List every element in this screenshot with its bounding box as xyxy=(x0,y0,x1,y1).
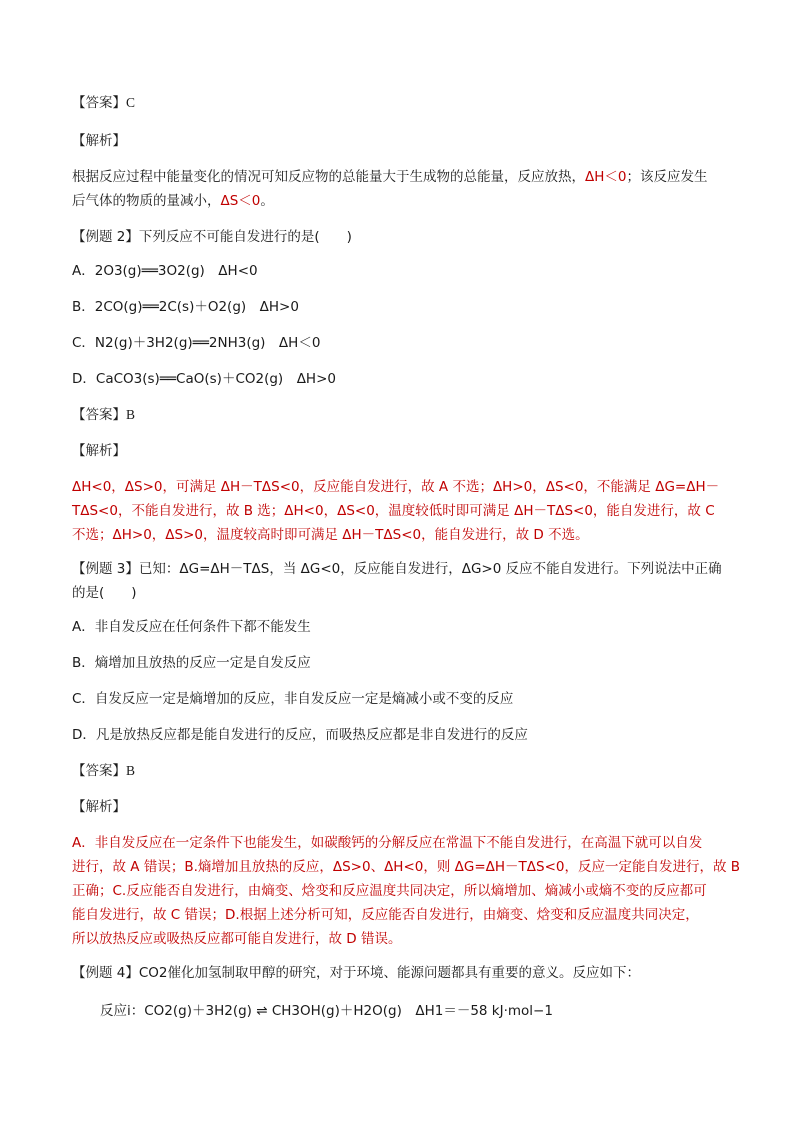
reaction-equation-ex4: 反应ⅰ：CO2(g)＋3H2(g) ⇌ CH3OH(g)＋H2O(g) ΔH1＝－58 kJ·mol−1 xyxy=(100,1003,553,1019)
analysis-line-ex2-2: TΔS<0，不能自发进行，故 B 选；ΔH<0，ΔS<0，温度较低时即可满足 ΔH－TΔS<0，能自发进行，故 C xyxy=(72,503,715,519)
answer-label: 【答案】 xyxy=(72,95,126,111)
analysis-text: 后气体的物质的量减小， xyxy=(72,193,221,209)
answer-value: B xyxy=(126,407,136,422)
option-d-ex2: D．CaCO3(s)══CaO(s)＋CO2(g) ΔH>0 xyxy=(72,371,336,387)
analysis-text: 。 xyxy=(260,193,274,209)
analysis-line-ex3-4: 能自发进行，故 C 错误；D.根据上述分析可知，反应能否自发进行，由熵变、焓变和反应温度共同决定， xyxy=(72,907,699,923)
answer-value: C xyxy=(126,95,136,110)
analysis-line-ex2-1: ΔH<0，ΔS>0，可满足 ΔH－TΔS<0，反应能自发进行，故 A 不选；ΔH>0，ΔS<0，不能满足 ΔG=ΔH－ xyxy=(72,479,720,495)
option-c-ex2: C．N2(g)＋3H2(g)══2NH3(g) ΔH＜0 xyxy=(72,335,321,351)
analysis-label-ex2: 【解析】 xyxy=(72,443,126,459)
answer-line-ex3 xyxy=(72,758,724,784)
option-a-ex3: A．非自发反应在任何条件下都不能发生 xyxy=(72,619,311,635)
answer-value: B xyxy=(126,763,136,778)
option-a-ex2: A．2O3(g)══3O2(g) ΔH<0 xyxy=(72,263,258,279)
analysis-highlight: ΔS＜0 xyxy=(220,193,261,209)
question-title-ex2: 【例题 2】下列反应不可能自发进行的是( ) xyxy=(72,229,352,245)
question-title-ex3-line1: 【例题 3】已知：ΔG=ΔH－TΔS，当 ΔG<0，反应能自发进行，ΔG>0 反应不能自发进行。下列说法中正确 xyxy=(72,561,722,577)
answer-line-ex1 xyxy=(72,90,724,116)
analysis-line-ex1-1 xyxy=(72,164,724,190)
question-title-ex3-line2: 的是( ) xyxy=(72,585,137,601)
question-title-ex4: 【例题 4】CO2催化加氢制取甲醇的研究，对于环境、能源问题都具有重要的意义。反应如下： xyxy=(72,965,641,981)
analysis-line-ex1-2 xyxy=(72,188,724,214)
analysis-line-ex3-1: A．非自发反应在一定条件下也能发生，如碳酸钙的分解反应在常温下不能自发进行，在高温下就可以自发 xyxy=(72,835,703,851)
analysis-label-ex3: 【解析】 xyxy=(72,799,126,815)
option-b-ex2: B．2CO(g)══2C(s)＋O2(g) ΔH>0 xyxy=(72,299,299,315)
option-c-ex3: C．自发反应一定是熵增加的反应，非自发反应一定是熵减小或不变的反应 xyxy=(72,691,514,707)
analysis-line-ex3-5: 所以放热反应或吸热反应都可能自发进行，故 D 错误。 xyxy=(72,931,402,947)
option-b-ex3: B．熵增加且放热的反应一定是自发反应 xyxy=(72,655,311,671)
analysis-highlight: ΔH＜0 xyxy=(585,169,627,185)
option-d-ex3: D．凡是放热反应都是能自发进行的反应，而吸热反应都是非自发进行的反应 xyxy=(72,727,528,743)
analysis-line-ex3-3: 正确；C.反应能否自发进行，由熵变、焓变和反应温度共同决定，所以熵增加、熵减小或熵不变的反应都可 xyxy=(72,883,707,899)
analysis-line-ex3-2: 进行，故 A 错误；B.熵增加且放热的反应，ΔS>0、ΔH<0，则 ΔG=ΔH－TΔS<0，反应一定能自发进行，故 B xyxy=(72,859,741,875)
answer-label: 【答案】 xyxy=(72,407,126,423)
analysis-line-ex2-3: 不选；ΔH>0，ΔS>0，温度较高时即可满足 ΔH－TΔS<0，能自发进行，故 D 不选。 xyxy=(72,527,589,543)
analysis-label-ex1: 【解析】 xyxy=(72,133,126,149)
analysis-text: ；该反应发生 xyxy=(626,169,708,185)
analysis-text: 根据反应过程中能量变化的情况可知反应物的总能量大于生成物的总能量，反应放热， xyxy=(72,169,585,185)
answer-line-ex2 xyxy=(72,402,724,428)
answer-label: 【答案】 xyxy=(72,763,126,779)
